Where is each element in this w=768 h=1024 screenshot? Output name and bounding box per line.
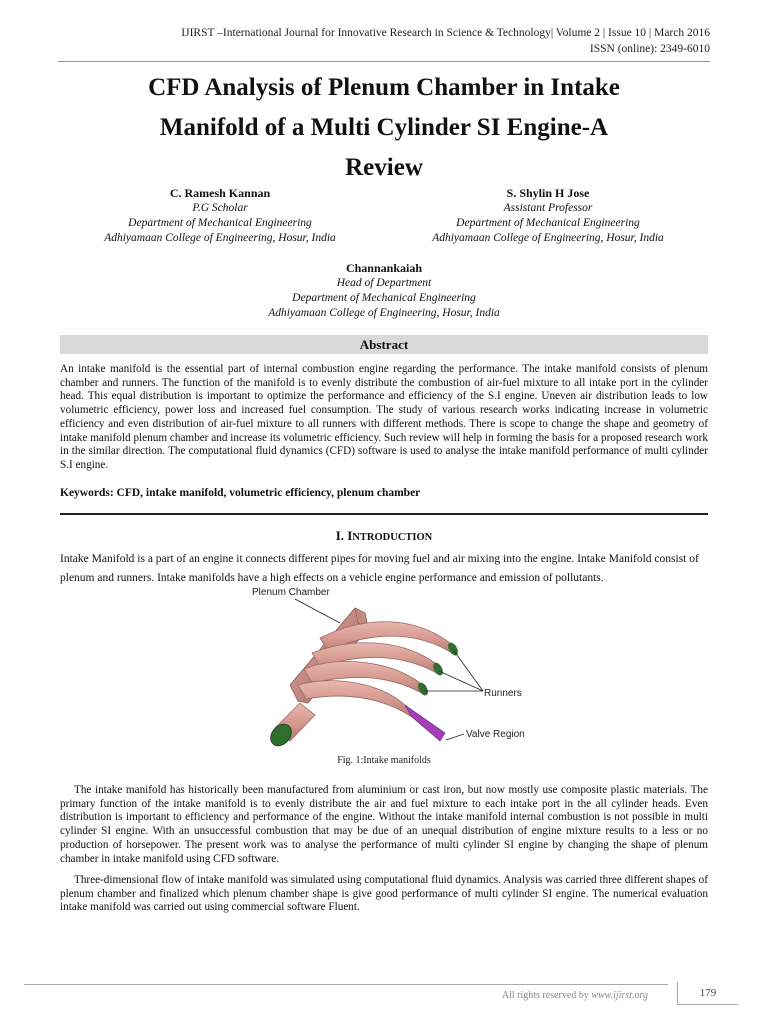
section-number: I. xyxy=(335,528,345,543)
intro-paragraph: Three-dimensional flow of intake manifold was simulated using computational fluid dynamics. Analysis was carried three different shapes of plenum chamber and finalized which plenum chamber shape is give good performance of multi cylinder SI engine. The numerical evaluation intake manifold was carried out using commercial software Fluent. xyxy=(60,874,708,914)
abstract-heading: Abstract xyxy=(60,335,708,354)
author-block xyxy=(224,261,544,321)
footer-divider xyxy=(24,984,668,985)
journal-line: IJIRST –International Journal for Innovative Research in Science & Technology| Volume 2 | Issue 10 | March 2016 xyxy=(181,27,710,39)
author-role: P.G Scholar xyxy=(192,202,248,214)
intro-paragraph: Intake Manifold is a part of an engine it connects different pipes for moving fuel and air mixing into the engine. Intake Manifold consist of plenum and runners. Intake manifolds have a high effects on a vehicle engine performance and emission of pollutants. xyxy=(60,553,699,584)
figure-caption: Fig. 1:Intake manifolds xyxy=(337,755,431,766)
title-line: CFD Analysis of Plenum Chamber in Intake xyxy=(148,74,620,101)
author-college: Adhiyamaan College of Engineering, Hosur, India xyxy=(104,232,336,244)
runner-pipe xyxy=(298,681,412,717)
intro-paragraph: The intake manifold has historically been manufactured from aluminium or cast iron, but now mostly use composite plastic materials. The primary function of the intake manifold is to evenly distribute the air and fuel mixture to each intake port in the all cylinder heads. Even distribution is important to efficiency and performance of the engine. Without the intake manifold internal combustion is not possible in multi cylinder SI engine. With an unsuccessful combustion that may be due of an unequal distribution of engine mixture results to a less or no production of horsepower. The present work was to analyse the performance of multi cylinder SI engine by changing the shape of plenum chamber in intake manifold using CFD software. xyxy=(60,784,708,865)
author-name: S. Shylin H Jose xyxy=(506,186,590,200)
figure-label-valve: Valve Region xyxy=(466,729,525,740)
title-line: Manifold of a Multi Cylinder SI Engine-A xyxy=(159,114,609,141)
keywords: Keywords: CFD, intake manifold, volumetric efficiency, plenum chamber xyxy=(60,487,421,499)
valve-region-shape xyxy=(405,705,445,741)
footer-rights-text: All rights reserved by xyxy=(501,990,592,1001)
author-dept: Department of Mechanical Engineering xyxy=(128,217,312,229)
author-college: Adhiyamaan College of Engineering, Hosur, India xyxy=(268,307,500,319)
footer-rights xyxy=(502,990,648,1001)
section-first-letter: I xyxy=(347,528,353,543)
author-role: Assistant Professor xyxy=(503,202,593,214)
journal-header xyxy=(70,25,710,57)
intake-manifold-figure xyxy=(240,583,540,748)
issn: ISSN (online): 2349-6010 xyxy=(589,43,710,55)
abstract-text: An intake manifold is the essential part of internal combustion engine regarding the performance. The intake manifold consists of plenum chamber and runners. The function of the manifold is to evenly distribute the combustion of air-fuel mixture to all intake port in the cylinder head. This equal distribution is important to optimize the performance and efficiency of the S.I engine. Uneven air distribution leads to low volumetric efficiency, power loss and increased fuel consumption. The study of various research works indicating increase in volumetric efficiency and even distribution of air-fuel mixture to all runners with different methods. There is scope to change the shape and geometry of intake manifold plenum chamber and increase its volumetric efficiency. Such review will help in forming the basis for a proposed research work in the similar direction. The computational fluid dynamics (CFD) software is used to analyse the intake manifold performance of multi cylinder S.I engine. xyxy=(60,363,708,471)
author-dept: Department of Mechanical Engineering xyxy=(456,217,640,229)
title-line: Review xyxy=(345,154,423,181)
author-name: Channankaiah xyxy=(345,261,423,275)
author-college: Adhiyamaan College of Engineering, Hosur, India xyxy=(432,232,664,244)
figure-label-plenum: Plenum Chamber xyxy=(252,587,330,598)
header-divider xyxy=(58,61,710,62)
figure-label-runners: Runners xyxy=(484,688,522,699)
page-number: 179 xyxy=(677,982,738,1005)
author-block xyxy=(60,186,380,246)
section-heading xyxy=(60,528,708,544)
author-block xyxy=(388,186,708,246)
section-divider xyxy=(60,513,708,515)
author-name: C. Ramesh Kannan xyxy=(169,186,271,200)
paper-title xyxy=(60,68,708,188)
section-title-rest: NTRODUCTION xyxy=(352,532,433,543)
footer-site-link[interactable]: www.ijirst.org xyxy=(591,990,648,1001)
author-dept: Department of Mechanical Engineering xyxy=(292,292,476,304)
author-role: Head of Department xyxy=(336,277,432,289)
